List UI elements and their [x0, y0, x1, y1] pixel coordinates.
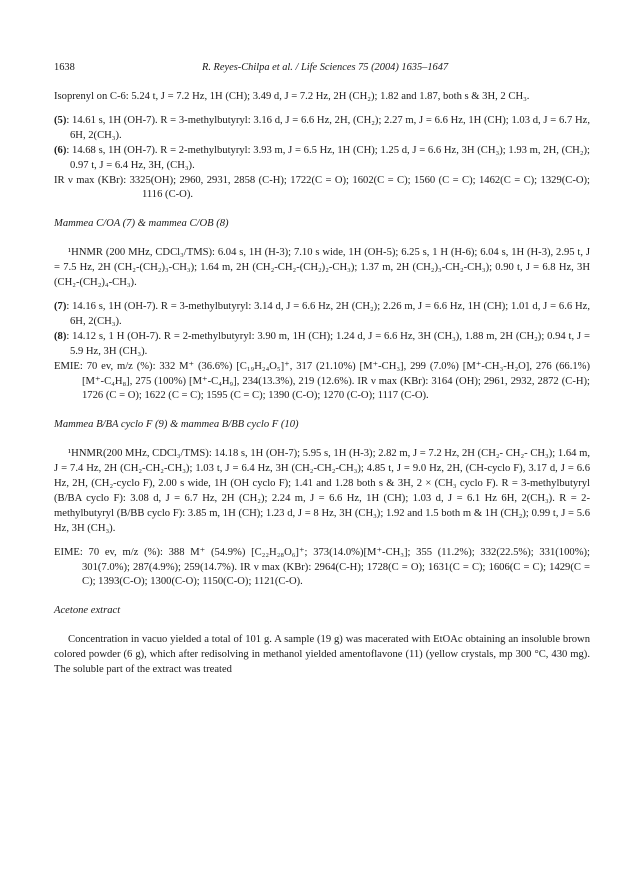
compound-5-text: : 14.61 s, 1H (OH-7). R = 3-methylbutyryl: 3.16 d, J = 6.6 Hz, 2H, (CH₂); 2.27 m, J = 6.6 Hz, 1H (CH); 1.03 d, J = 6.7 Hz, 6H, 2(CH₃). [66, 114, 590, 141]
document-page [54, 62, 590, 678]
compound-8-paragraph [54, 330, 590, 360]
compound-5-paragraph [54, 114, 590, 144]
compound-5-label: (5) [54, 114, 67, 126]
compound-6-paragraph [54, 144, 590, 174]
compound-7-text: : 14.16 s, 1H (OH-7). R = 3-methylbutyryl: 3.14 d, J = 6.6 Hz, 2H (CH₂); 2.26 m, J = 6.6 Hz, 1H (CH); 1.01 d, J = 6.6 Hz, 6H, 2(CH₃). [66, 300, 590, 327]
isoprenyl-paragraph: Isoprenyl on C-6: 5.24 t, J = 7.2 Hz, 1H (CH); 3.49 d, J = 7.2 Hz, 2H (CH₂); 1.82 and 1.87, both s & 3H, 2 CH₃. [54, 91, 530, 102]
section-heading-mammea-c: Mammea C/OA (7) & mammea C/OB (8) [54, 218, 229, 230]
compound-7-paragraph [54, 300, 590, 330]
compound-8-text: : 14.12 s, 1 H (OH-7). R = 2-methylbutyryl: 3.90 m, 1H (CH); 1.24 d, J = 6.6 Hz, 3H (CH₃), 1.88 m, 2H (CH₂); 0.94 t, J = 5.9 Hz, 3H (CH₃). [66, 330, 590, 357]
acetone-paragraph: Concentration in vacuo yielded a total of 101 g. A sample (19 g) was macerated with EtOAc obtaining an insoluble brown colored powder (6 g), which after redisolving in methanol yielded amentoflavone (11) (yellow crystals, mp 300 °C, 430 mg). The soluble part of the extract was treated [54, 634, 590, 676]
compound-6-text: : 14.68 s, 1H (OH-7). R = 2-methylbutyryl: 3.93 m, J = 6.5 Hz, 1H (CH); 1.25 d, J = 6.6 Hz, 3H (CH₃); 1.93 m, 2H, (CH₂); 0.97 t, J = 6.4 Hz, 3H, (CH₃). [66, 144, 590, 171]
compound-8-label: (8) [54, 330, 67, 342]
hnmr-paragraph-c: ¹HNMR (200 MHz, CDCl₃/TMS): 6.04 s, 1H (H-3); 7.10 s wide, 1H (OH-5); 6.25 s, 1 H (H-6); 6.04 s, 1H (H-3), 2.95 t, J = 7.5 Hz, 2H (CH₂-(CH₂)₃-CH₃); 1.64 m, 2H (CH₂-CH₂-(CH₂)₂-CH₃); 1.37 m, 2H (CH₂)₃-CH₂-CH₃); 0.90 t, J = 6.8 Hz, 3H (CH₂-(CH₂)₄-CH₃). [54, 247, 590, 289]
section-heading-mammea-b: Mammea B/BA cyclo F (9) & mammea B/BB cyclo F (10) [54, 419, 299, 431]
emie-paragraph: EMIE: 70 ev, m/z (%): 332 M⁺ (36.6%) [C₁₉H₂₄O₅]⁺, 317 (21.10%) [M⁺-CH₃], 299 (7.0%) [M⁺-CH₃-H₂O], 276 (66.1%) [M⁺-C₄H₈], 275 (100%) [M⁺-C₄H₉], 234(13.3%), 219 (12.6%). IR ν max (KBr): 3164 (OH); 2961, 2932, 2872 (C-H); 1726 (C = O); 1622 (C = C); 1595 (C = C); 1390 (C-O); 1270 (C-O); 1117 (C-O). [54, 360, 590, 402]
compound-7-label: (7) [54, 300, 67, 312]
hnmr-paragraph-b: ¹HNMR(200 MHz, CDCl₃/TMS): 14.18 s, 1H (OH-7); 5.95 s, 1H (H-3); 2.82 m, J = 7.2 Hz, 2H (CH₂- CH₂- CH₃); 1.64 m, J = 7.4 Hz, 2H (CH₂-CH₂-CH₃); 1.03 t, J = 6.4 Hz, 3H (CH₂-CH₂-CH₃); 4.85 t, J = 9.0 Hz, 2H, (CH-cyclo F), 3.17 d, J = 6.6 Hz, 2H, (CH₂-cyclo F), 2.00 s wide, 1H (OH cyclo F); 1.41 and 1.28 both s & 3H, 2 × (CH₃ cyclo F). R = 3-methylbutyryl (B/BA cyclo F): 3.08 d, J = 6.7 Hz, 2H (CH₂); 2.24 m, J = 6.6 Hz, 1H (CH); 1.03 d, J = 6.1 Hz 6H, 2(CH₃). R = 2-methylbutyryl (B/BB cyclo F): 3.85 m, 1H (CH); 1.23 d, J = 8 Hz, 3H (CH₃); 1.92 and 1.5 both m & 1H (CH₂); 0.99 t, J = 5.6 Hz, 3H (CH₃). [54, 448, 590, 534]
page-number: 1638 [54, 62, 75, 73]
running-header [54, 62, 590, 78]
eime-paragraph: EIME: 70 ev, m/z (%): 388 M⁺ (54.9%) [C₂₂H₂₈O₆]⁺; 373(14.0%)[M⁺-CH₃]; 355 (11.2%); 332(22.5%); 331(100%); 301(7.0%); 287(4.9%); 259(14.7%). IR ν max (KBr): 2964(C-H); 1728(C = O); 1631(C = C); 1606(C = C); 1429(C = C); 1393(C-O); 1300(C-O); 1150(C-O); 1121(C-O). [54, 546, 590, 588]
compound-6-label: (6) [54, 144, 67, 156]
running-head: R. Reyes-Chilpa et al. / Life Sciences 75 (2004) 1635–1647 [202, 62, 449, 73]
ir-paragraph-1: IR ν max (KBr): 3325(OH); 2960, 2931, 2858 (C-H); 1722(C = O); 1602(C = C); 1560 (C = C); 1462(C = C); 1329(C-O); 1116 (C-O). [54, 174, 590, 201]
section-heading-acetone: Acetone extract [54, 605, 121, 617]
